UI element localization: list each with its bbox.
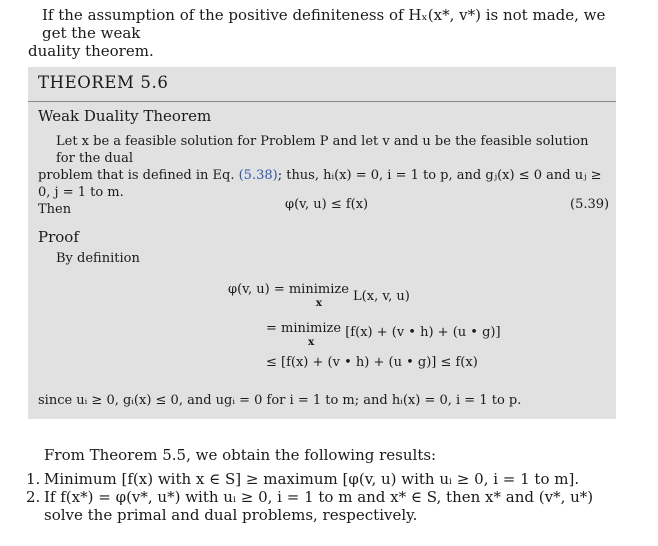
eq2-lhs: = [266, 321, 277, 336]
equation-number: (5.39) [570, 197, 610, 212]
theorem-line-2a: problem that is defined in Eq. [38, 168, 239, 183]
intro-paragraph [28, 6, 628, 60]
proof-by-definition: By definition [56, 251, 140, 266]
list-item-text: Minimum [f(x) with x ∈ S] ≥ maximum [φ(v, u) with uᵢ ≥ 0, i = 1 to m]. [44, 470, 580, 488]
eq2-minimize-subscript: x [307, 336, 315, 348]
eq1-lhs: φ(v, u) = [228, 282, 285, 297]
eq1-minimize-word: minimize [288, 282, 349, 297]
list-item-number: 2. [26, 488, 41, 506]
list-item-text: If f(x*) = φ(v*, u*) with uᵢ ≥ 0, i = 1 to m and x* ∈ S, then x* and (v*, u*) solve the primal and dual problems, respectively. [44, 488, 594, 524]
proof-equation-line-2 [266, 321, 501, 348]
intro-line-2: duality theorem. [28, 42, 154, 60]
theorem-divider [28, 101, 616, 102]
results-intro: From Theorem 5.5, we obtain the following results: [44, 446, 437, 464]
proof-since-clause: since uᵢ ≥ 0, gᵢ(x) ≤ 0, and ugᵢ = 0 for i = 1 to m; and hᵢ(x) = 0, i = 1 to p. [38, 393, 522, 408]
theorem-line-2b: ; thus, hᵢ(x) = 0, i = 1 to p, and gⱼ(x) ≤ 0 and uⱼ ≥ 0, j = 1 to m. [38, 168, 602, 200]
theorem-name: Weak Duality Theorem [38, 107, 212, 125]
proof-equation-line-1 [228, 282, 410, 309]
eq1-minimize-subscript: x [315, 297, 323, 309]
equation-reference-link[interactable]: (5.38) [238, 168, 278, 183]
eq1-minimize-operator [288, 282, 349, 309]
theorem-line-1: Let x be a feasible solution for Problem P and let v and u be the feasible solution for the dual [56, 134, 589, 166]
theorem-line-2 [38, 167, 608, 201]
eq1-rhs: L(x, v, u) [353, 289, 410, 304]
list-item-number: 1. [26, 470, 41, 488]
proof-heading: Proof [38, 228, 79, 246]
theorem-line-3: Then [38, 202, 72, 217]
intro-line-1: If the assumption of the positive definiteness of Hₓ(x*, v*) is not made, we get the weak [42, 6, 606, 42]
theorem-label: THEOREM 5.6 [38, 73, 169, 92]
eq2-rhs: [f(x) + (v • h) + (u • g)] [345, 325, 501, 340]
eq2-minimize-word: minimize [281, 321, 342, 336]
list-item [26, 488, 636, 524]
eq2-minimize-operator [281, 321, 342, 348]
theorem-equation: φ(v, u) ≤ f(x) [285, 197, 369, 212]
list-item [26, 470, 636, 488]
proof-equation-line-3: ≤ [f(x) + (v • h) + (u • g)] ≤ f(x) [266, 355, 478, 370]
results-list [26, 470, 636, 524]
